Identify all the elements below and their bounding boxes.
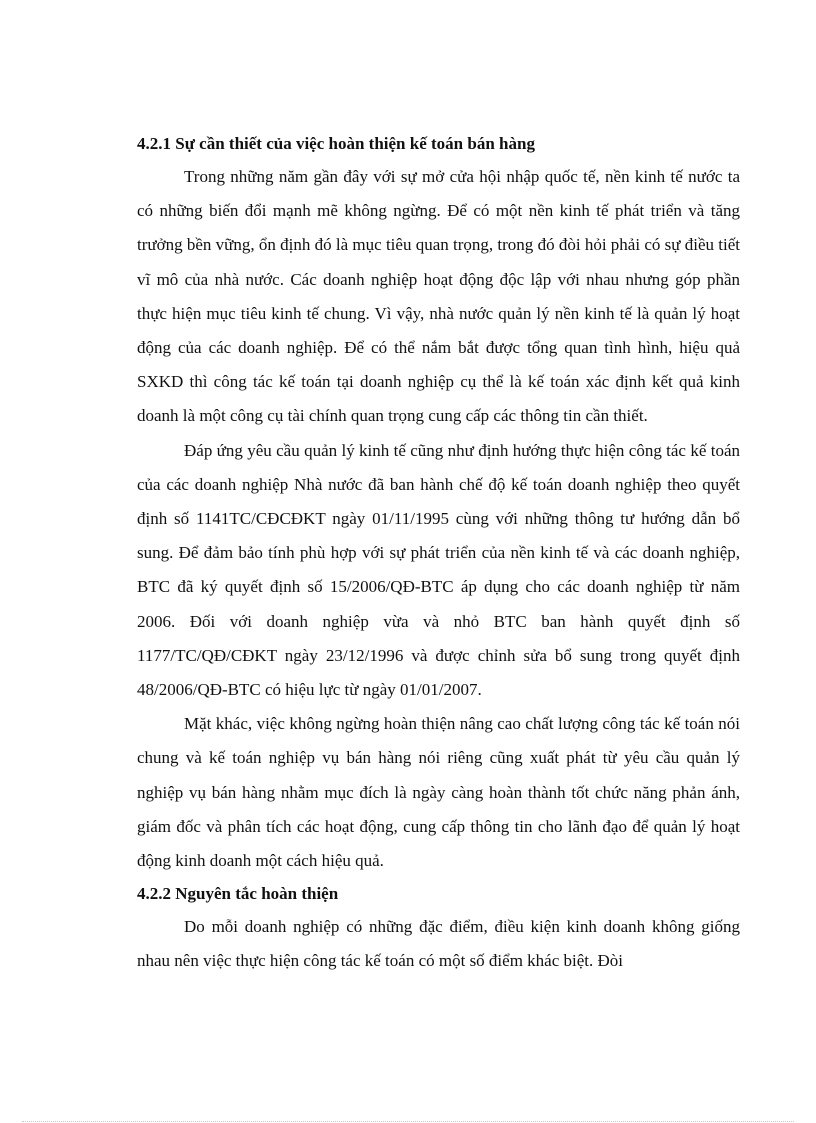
paragraph-2: Đáp ứng yêu cầu quản lý kinh tế cũng như định hướng thực hiện công tác kế toán của các doanh nghiệp Nhà nước đã ban hành chế độ kế toán doanh nghiệp theo quyết định số 1141TC/CĐCĐKT ngày 01/11/1995 cùng với những thông tư hướng dẫn bổ sung. Để đảm bảo tính phù hợp với sự phát triển của nền kinh tế và các doanh nghiệp, BTC đã ký quyết định số 15/2006/QĐ-BTC áp dụng cho các doanh nghiệp từ năm 2006. Đối với doanh nghiệp vừa và nhỏ BTC ban hành quyết định số 1177/TC/QĐ/CĐKT ngày 23/12/1996 và được chỉnh sửa bổ sung trong quyết định 48/2006/QĐ-BTC có hiệu lực từ ngày 01/01/2007. xyxy=(137,440,740,700)
paragraph-1: Trong những năm gần đây với sự mở cửa hội nhập quốc tế, nền kinh tế nước ta có những biến đổi mạnh mẽ không ngừng. Để có một nền kinh tế phát triển và tăng trưởng bền vững, ổn định đó là mục tiêu quan trọng, trong đó đòi hỏi phải có sự điều tiết vĩ mô của nhà nước. Các doanh nghiệp hoạt động độc lập với nhau nhưng góp phần thực hiện mục tiêu kinh tế chung. Vì vậy, nhà nước quản lý nền kinh tế là quản lý hoạt động của các doanh nghiệp. Để có thể nắm bắt được tổng quan tình hình, hiệu quả SXKD thì công tác kế toán tại doanh nghiệp cụ thể là kế toán xác định kết quả kinh doanh là một công cụ tài chính quan trọng cung cấp các thông tin cần thiết. xyxy=(137,167,740,426)
section-heading-4-2-1: 4.2.1 Sự cần thiết của việc hoàn thiện kế toán bán hàng xyxy=(137,134,535,153)
page-content xyxy=(137,128,740,979)
paragraph-3: Mặt khác, việc không ngừng hoàn thiện nâng cao chất lượng công tác kế toán nói chung và kế toán nghiệp vụ bán hàng nói riêng cũng xuất phát từ yêu cầu quản lý nghiệp vụ bán hàng nhằm mục đích là ngày càng hoàn thành tốt chức năng phản ánh, giám đốc và phân tích các hoạt động, cung cấp thông tin cho lãnh đạo để quản lý hoạt động kinh doanh một cách hiệu quả. xyxy=(137,714,740,871)
paragraph-4: Do mỗi doanh nghiệp có những đặc điểm, điều kiện kinh doanh không giống nhau nên việc thực hiện công tác kế toán có một số điểm khác biệt. Đòi xyxy=(137,917,740,971)
section-heading-4-2-2: 4.2.2 Nguyên tắc hoàn thiện xyxy=(137,884,339,904)
page-bottom-divider xyxy=(22,1121,794,1122)
